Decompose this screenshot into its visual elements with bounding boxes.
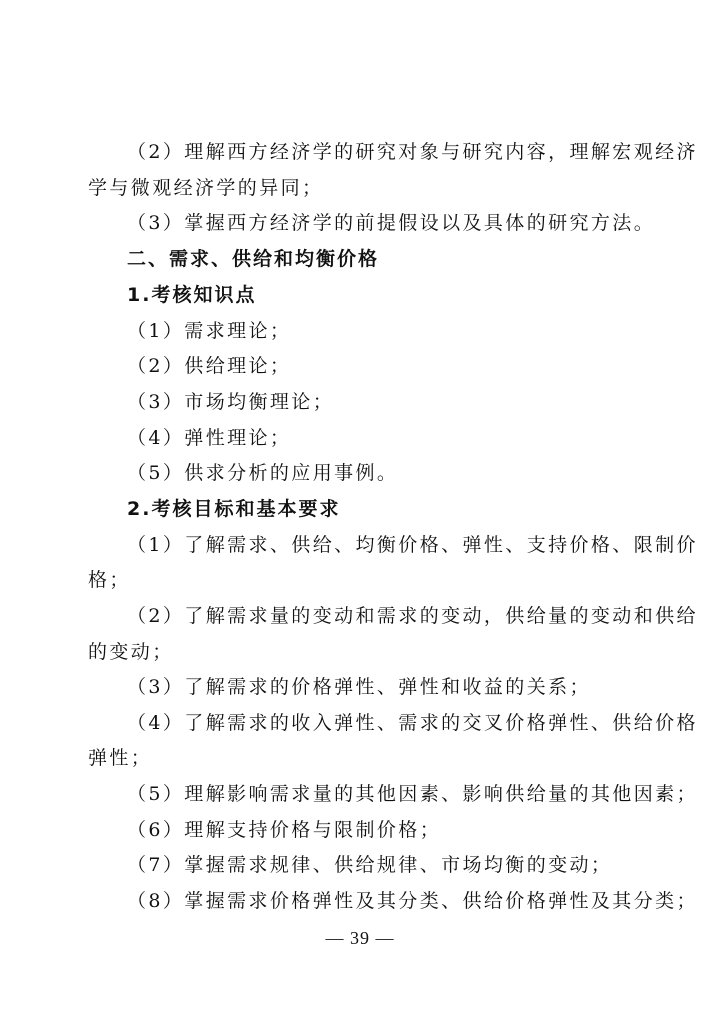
list-item-continuation: 弹性； (88, 747, 153, 769)
paragraph-line: （2）理解西方经济学的研究对象与研究内容，理解宏观经济 (127, 141, 698, 163)
subsection-heading: 2.考核目标和基本要求 (127, 498, 341, 520)
subsection-heading: 1.考核知识点 (127, 284, 257, 306)
page-number: — 39 — (325, 928, 395, 948)
list-item: （1）了解需求、供给、均衡价格、弹性、支持价格、限制价 (127, 534, 698, 556)
list-item-continuation: 格； (88, 569, 131, 591)
list-item: （5）供求分析的应用事例。 (127, 462, 399, 484)
paragraph-line: 学与微观经济学的异同； (88, 177, 324, 199)
list-item: （4）弹性理论； (127, 427, 292, 449)
list-item: （5）理解影响需求量的其他因素、影响供给量的其他因素； (127, 783, 698, 805)
list-item: （6）理解支持价格与限制价格； (127, 819, 442, 841)
list-item-continuation: 的变动； (88, 641, 174, 663)
section-heading: 二、需求、供给和均衡价格 (127, 248, 380, 270)
list-item: （2）了解需求量的变动和需求的变动，供给量的变动和供给 (127, 605, 698, 627)
list-item: （8）掌握需求价格弹性及其分类、供给价格弹性及其分类； (127, 890, 698, 912)
list-item: （7）掌握需求规律、供给规律、市场均衡的变动； (127, 854, 613, 876)
list-item: （3）了解需求的价格弹性、弹性和收益的关系； (127, 676, 591, 698)
list-item: （4）了解需求的收入弹性、需求的交叉价格弹性、供给价格 (127, 712, 698, 734)
list-item: （3）市场均衡理论； (127, 391, 335, 413)
list-item: （1）需求理论； (127, 320, 292, 342)
list-item: （2）供给理论； (127, 355, 292, 377)
paragraph-line: （3）掌握西方经济学的前提假设以及具体的研究方法。 (127, 212, 656, 234)
